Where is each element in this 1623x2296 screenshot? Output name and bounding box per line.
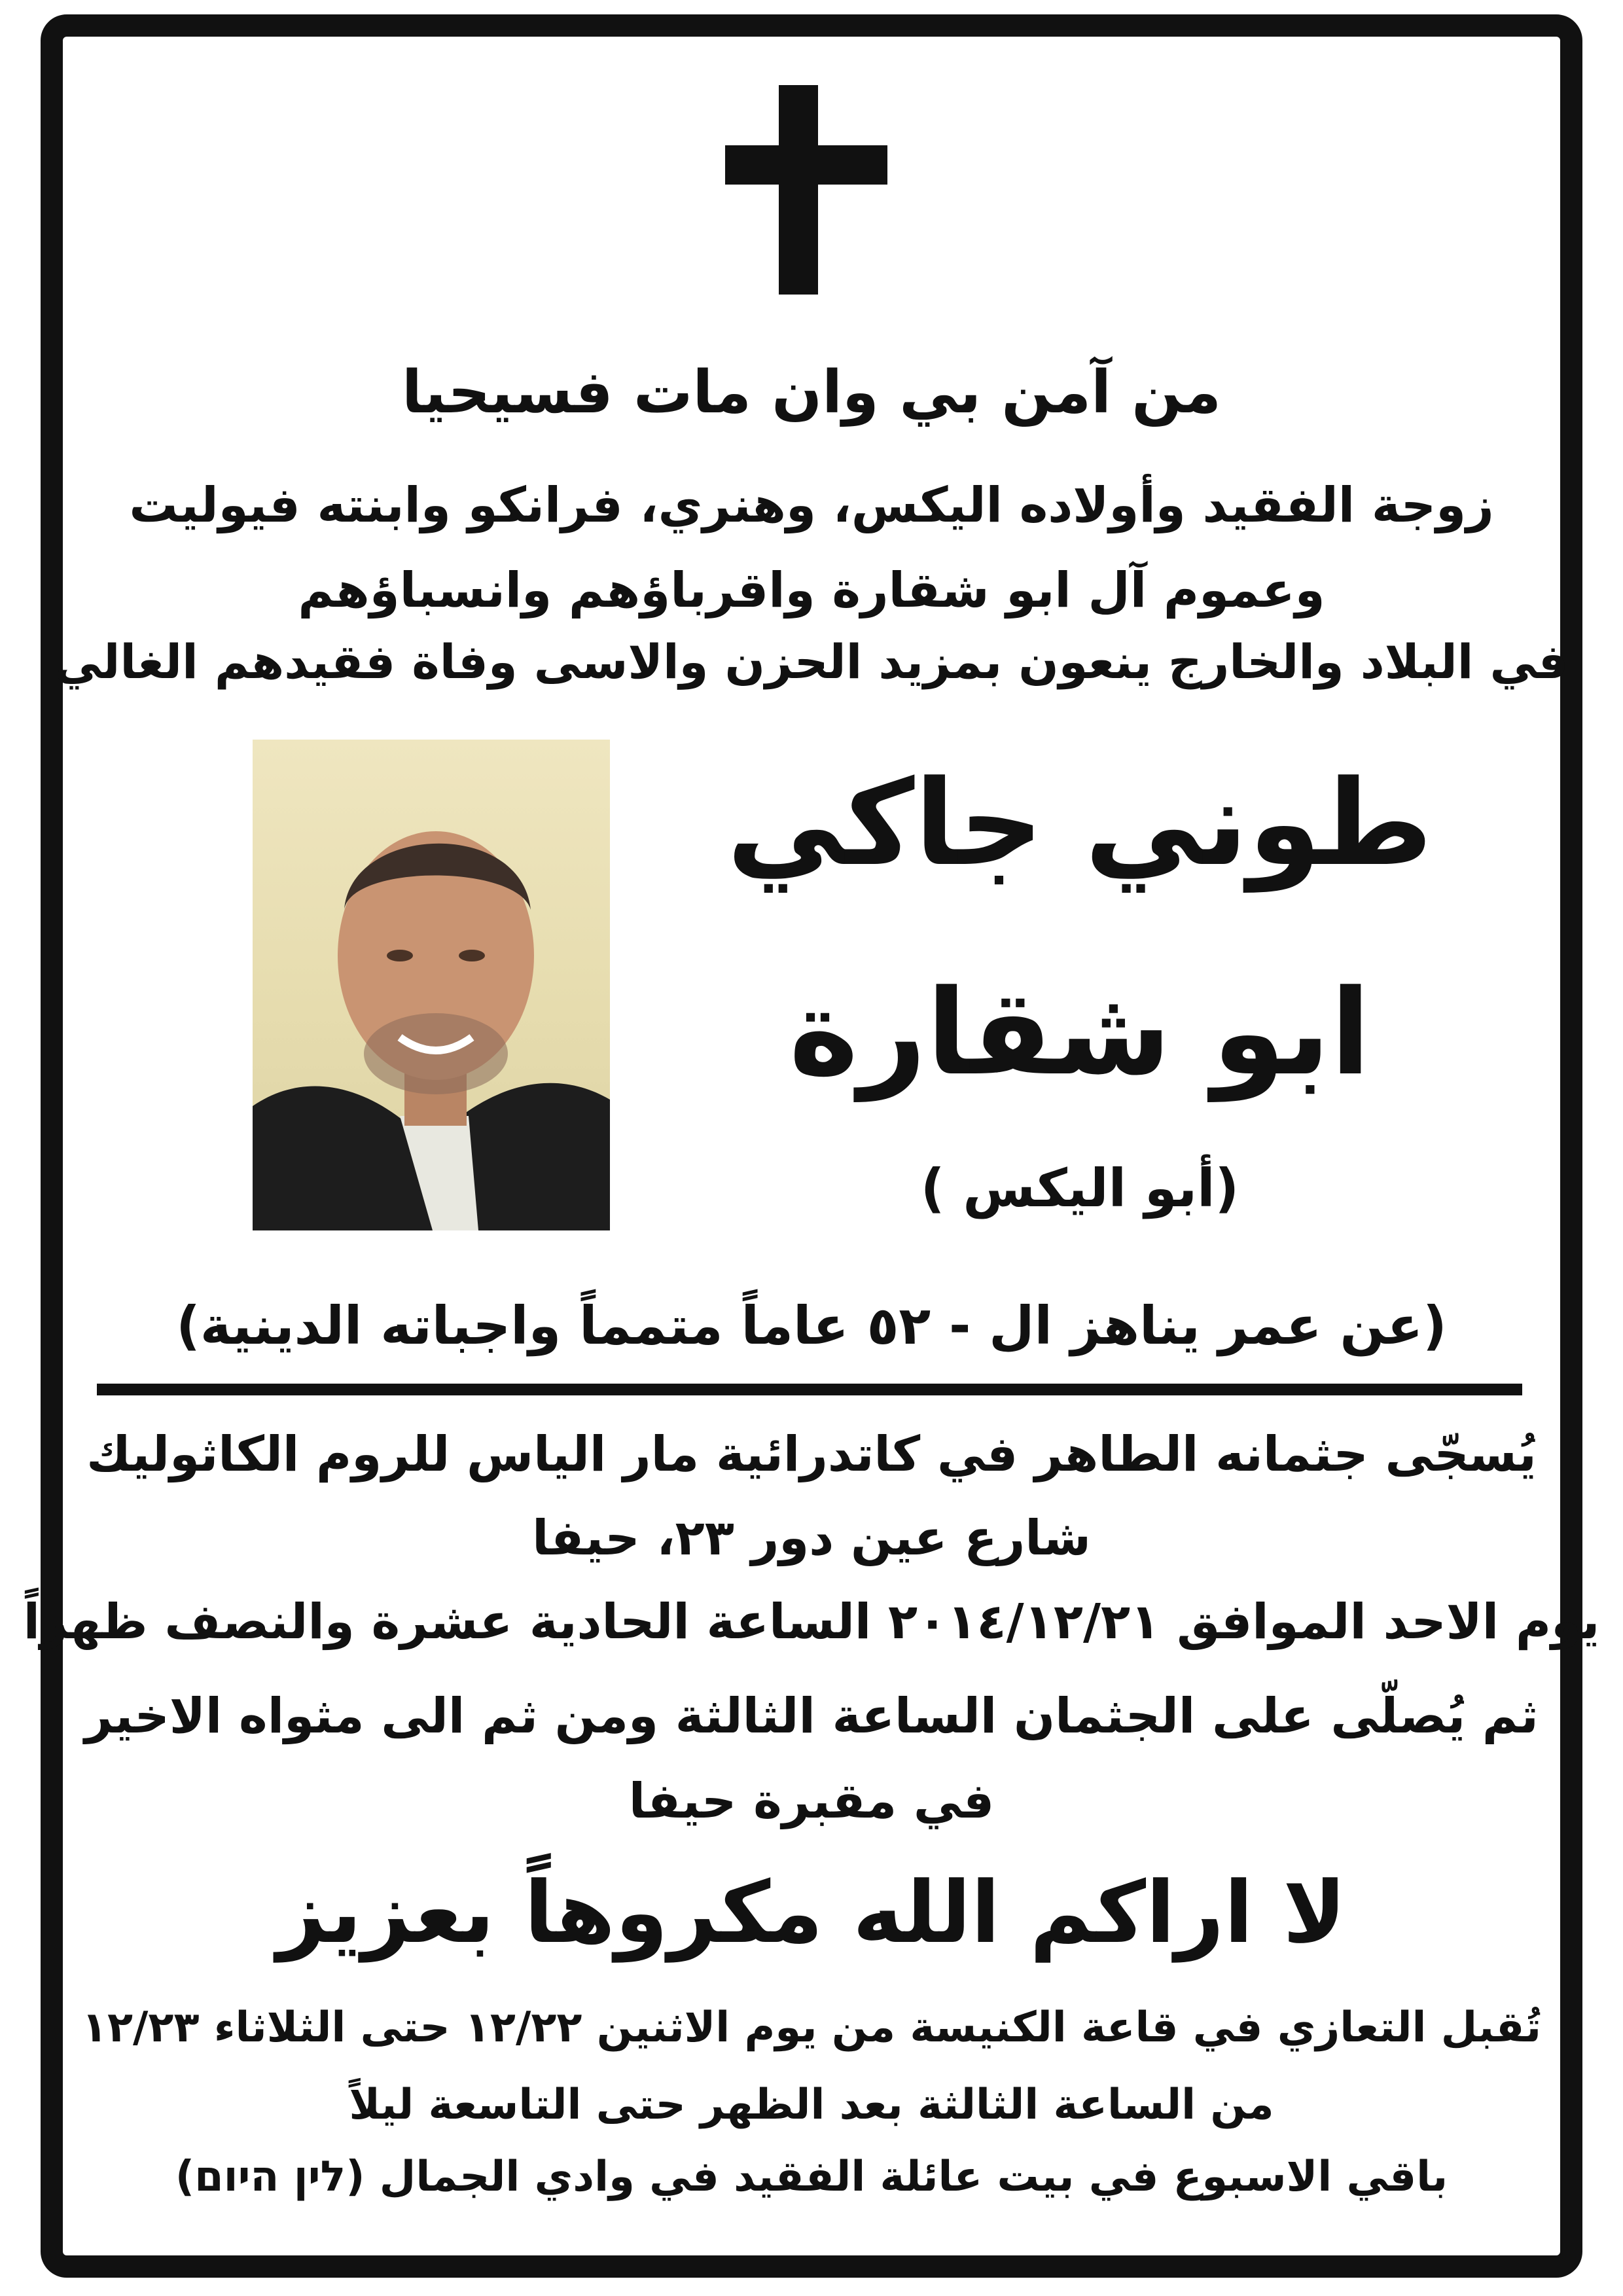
deceased-photo xyxy=(253,740,610,1230)
age-line: (عن عمر يناهز ال - ٥٢ عاماً متمماً واجباته الدينية) xyxy=(176,1295,1447,1356)
funeral-line-3: يوم الاحد الموافق ٢٠١٤/١٢/٢١ الساعة الحادية عشرة والنصف ظهراً xyxy=(23,1594,1600,1650)
condolences-line-1: تُقبل التعازي في قاعة الكنيسة من يوم الاثنين ١٢/٢٢ حتى الثلاثاء ١٢/٢٣ xyxy=(81,2003,1542,2052)
separator-rule xyxy=(97,1384,1522,1395)
deceased-family-name: ابو شقارة xyxy=(789,965,1371,1102)
condolences-line-3: باقي الاسبوع في بيت عائلة الفقيد في وادي الجمال (לין היום) xyxy=(175,2153,1448,2201)
announcement-line-2: وعموم آل ابو شقارة واقرباؤهم وانسباؤهم xyxy=(298,562,1325,619)
funeral-line-4: ثم يُصلّى على الجثمان الساعة الثالثة ومن ثم الى مثواه الاخير xyxy=(84,1688,1539,1744)
announcement-line-1: زوجة الفقيد وأولاده اليكس، وهنري، فرانكو وابنته فيوليت xyxy=(129,477,1494,533)
condolences-line-2: من الساعة الثالثة بعد الظهر حتى التاسعة ليلاً xyxy=(349,2081,1274,2129)
deceased-first-name: طوني جاكي xyxy=(726,755,1433,892)
deceased-nickname: (أبو اليكس ) xyxy=(920,1158,1240,1219)
funeral-line-1: يُسجّى جثمانه الطاهر في كاتدرائية مار الياس للروم الكاثوليك xyxy=(86,1426,1537,1482)
blessing: لا اراكم الله مكروهاً بعزيز xyxy=(276,1863,1347,1962)
funeral-line-5: في مقبرة حيفا xyxy=(628,1773,995,1829)
funeral-line-2: شارع عين دور ٢٣، حيفا xyxy=(532,1510,1091,1566)
announcement-line-3: في البلاد والخارج ينعون بمزيد الحزن والاسى وفاة فقيدهم الغالي xyxy=(54,634,1569,689)
bible-verse: من آمن بي وان مات فسيحيا xyxy=(401,358,1221,427)
